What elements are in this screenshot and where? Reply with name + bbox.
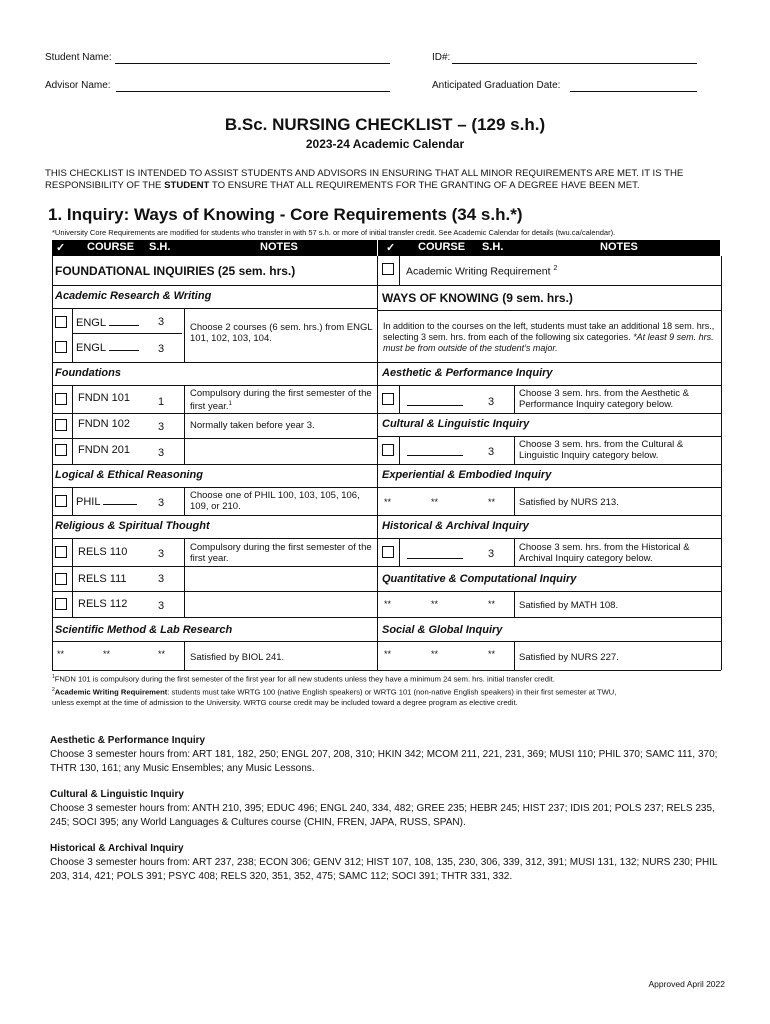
phil-note: Choose one of PHIL 100, 103, 105, 106, 109, or 210. — [190, 490, 360, 512]
course-column-header: COURSE — [87, 241, 135, 253]
category-historical — [50, 842, 730, 884]
historical-note: Choose 3 sem. hrs. from the Historical & Archival Inquiry category below. — [519, 542, 690, 564]
experiential-note: Satisfied by NURS 213. — [519, 497, 619, 508]
sci-sh-cell: ** — [158, 649, 166, 659]
section-heading: 1. Inquiry: Ways of Knowing - Core Requirements (34 s.h.*) — [48, 205, 523, 224]
cultural-note: Choose 3 sem. hrs. from the Cultural & Linguistic Inquiry category below. — [519, 439, 684, 461]
cultural-checkbox[interactable] — [382, 444, 394, 456]
fndn201-checkbox[interactable] — [55, 444, 67, 456]
graduation-date-label: Anticipated Graduation Date: — [432, 80, 561, 91]
soc-course-cell: ** — [431, 649, 439, 659]
engl-2-blank[interactable] — [109, 341, 139, 351]
aesthetic-checkbox[interactable] — [382, 393, 394, 405]
soc-sh-cell: ** — [488, 649, 496, 659]
aesthetic-course-blank[interactable] — [407, 405, 463, 406]
course-column-header-right: COURSE — [418, 241, 466, 253]
footnote-2-cont: unless exempt at the time of admission to the University. WRTG course credit may be included toward a degree program as elective credit. — [52, 698, 518, 708]
graduation-date-field[interactable] — [570, 91, 697, 92]
fndn101-note: Compulsory during the first semester of the first year.$^1$ — [190, 388, 372, 413]
advisor-name-field[interactable] — [116, 91, 390, 92]
fndn101-checkbox[interactable] — [55, 393, 67, 405]
academic-research-heading: Academic Research & Writing — [55, 290, 212, 302]
rels110-sh: 3 — [158, 548, 165, 560]
sh-column-header-right: S.H. — [482, 241, 504, 253]
engl-1-checkbox[interactable] — [55, 316, 67, 328]
intro-line-2: RESPONSIBILITY OF THE — [45, 180, 165, 191]
id-label: ID#: — [432, 52, 451, 63]
phil-blank[interactable] — [103, 495, 137, 505]
phil-checkbox[interactable] — [55, 495, 67, 507]
category-aesthetic — [50, 734, 730, 776]
cultural-course-blank[interactable] — [407, 455, 463, 456]
fndn102-note: Normally taken before year 3. — [190, 420, 315, 431]
religious-spiritual-heading: Religious & Spiritual Thought — [55, 520, 210, 532]
engl-1-blank[interactable] — [109, 316, 139, 326]
category-aesthetic-text: Choose 3 semester hours from: ART 181, 182, 250; ENGL 207, 208, 310; HKIN 342; MCOM 211, 221, 231, 369; MUSI 110; PHIL 370; SAMC 111, 370; THTR 130, 161; any Music Ensembles; any Music Lessons. — [50, 749, 718, 774]
engl-2-course: ENGL — [76, 341, 139, 354]
category-aesthetic-heading: Aesthetic & Performance Inquiry — [50, 735, 206, 746]
notes-column-header: NOTES — [260, 241, 298, 253]
sh-column-header: S.H. — [149, 241, 171, 253]
notes-column-header-right: NOTES — [600, 241, 638, 253]
intro-emphasis: STUDENT — [164, 180, 210, 191]
category-cultural — [50, 788, 730, 830]
fndn101-course: FNDN 101 — [78, 392, 130, 404]
rels112-checkbox[interactable] — [55, 598, 67, 610]
category-historical-text: Choose 3 semester hours from: ART 237, 238; ECON 306; GENV 312; HIST 107, 108, 135, 230, 306, 339, 312, 391; MUSI 131, 132; NURS 230; PHIL 203, 314, 421; POLS 391; PSYC 408; RELS 320, 351, 352, 475; SAMC 112; SOCI 391; THTR 331, 332. — [50, 857, 718, 882]
phil-sh: 3 — [158, 497, 165, 509]
exp-course-cell: ** — [431, 497, 439, 507]
fndn201-sh: 3 — [158, 447, 165, 459]
category-cultural-text: Choose 3 semester hours from: ANTH 210, 395; EDUC 496; ENGL 240, 334, 482; GREE 235; HEBR 245; HIST 237; IDIS 201; POLS 237; RELS 235, 245; SOCI 395; any World Languages & Cultures course (CHIN, FREN, JAPA, RUSS, SPAN). — [50, 803, 715, 828]
approved-date: Approved April 2022 — [648, 979, 725, 989]
check-column-header: ✓ — [56, 242, 66, 254]
historical-checkbox[interactable] — [382, 546, 394, 558]
foundational-inquiries-heading: FOUNDATIONAL INQUIRIES (25 sem. hrs.) — [55, 264, 296, 278]
qua-sh-cell: ** — [488, 599, 496, 609]
engl-2-sh: 3 — [158, 343, 165, 355]
left-table-header — [52, 240, 377, 256]
writing-requirement-label: Academic Writing Requirement $^2$ — [406, 265, 558, 278]
engl-note: Choose 2 courses (6 sem. hrs.) from ENGL 101, 102, 103, 104. — [190, 322, 373, 344]
intro-text — [45, 168, 735, 192]
engl-1-sh: 3 — [158, 316, 165, 328]
rels110-note: Compulsory during the first semester of the first year. — [190, 542, 372, 564]
rels112-sh: 3 — [158, 600, 165, 612]
footnotes — [52, 672, 732, 708]
exp-sh-cell: ** — [488, 497, 496, 507]
rels110-checkbox[interactable] — [55, 546, 67, 558]
category-historical-heading: Historical & Archival Inquiry — [50, 843, 184, 854]
rels110-course: RELS 110 — [78, 546, 128, 558]
student-name-field[interactable] — [115, 63, 390, 64]
quantitative-heading: Quantitative & Computational Inquiry — [382, 573, 577, 585]
qua-check-cell: ** — [384, 599, 392, 609]
exp-check-cell: ** — [384, 497, 392, 507]
page-title: B.Sc. NURSING CHECKLIST – (129 s.h.) — [224, 115, 546, 134]
fndn101-sh: 1 — [158, 396, 165, 408]
cultural-sh: 3 — [488, 446, 495, 458]
phil-course: PHIL — [76, 495, 137, 508]
ways-of-knowing-heading: WAYS OF KNOWING (9 sem. hrs.) — [382, 291, 573, 305]
check-column-header-right: ✓ — [386, 242, 396, 254]
student-name-label: Student Name: — [45, 52, 112, 63]
cultural-heading: Cultural & Linguistic Inquiry — [382, 418, 530, 430]
right-table-header — [378, 240, 720, 256]
rels111-sh: 3 — [158, 573, 165, 585]
rels112-course: RELS 112 — [78, 598, 128, 610]
engl-2-checkbox[interactable] — [55, 341, 67, 353]
rels111-course: RELS 111 — [78, 573, 127, 585]
fndn102-checkbox[interactable] — [55, 419, 67, 431]
aesthetic-sh: 3 — [488, 396, 495, 408]
id-field[interactable] — [452, 63, 697, 64]
sci-note: Satisfied by BIOL 241. — [190, 652, 285, 663]
rels111-checkbox[interactable] — [55, 573, 67, 585]
aesthetic-heading: Aesthetic & Performance Inquiry — [382, 367, 553, 379]
footnote-1: $^1$FNDN 101 is compulsory during the first semester of the first year for all new students unless they have a minimum 24 sem. hrs. initial transfer credit. — [52, 674, 555, 684]
section-note: *University Core Requirements are modified for students who transfer in with 57 s.h. or more of initial transfer credit. See Academic Calendar for details (twu.ca/calendar). — [52, 228, 616, 237]
category-cultural-heading: Cultural & Linguistic Inquiry — [50, 789, 184, 800]
engl-1-course: ENGL — [76, 316, 139, 329]
fndn102-course: FNDN 102 — [78, 418, 130, 430]
soc-check-cell: ** — [384, 649, 392, 659]
experiential-heading: Experiential & Embodied Inquiry — [382, 469, 552, 481]
qua-course-cell: ** — [431, 599, 439, 609]
historical-heading: Historical & Archival Inquiry — [382, 520, 529, 532]
historical-sh: 3 — [488, 548, 495, 560]
intro-line-2-end: TO ENSURE THAT ALL REQUIREMENTS FOR THE GRANTING OF A DEGREE HAVE BEEN MET. — [209, 180, 640, 191]
fndn102-sh: 3 — [158, 421, 165, 433]
social-note: Satisfied by NURS 227. — [519, 652, 619, 663]
logical-ethical-heading: Logical & Ethical Reasoning — [55, 469, 203, 481]
aesthetic-note: Choose 3 sem. hrs. from the Aesthetic & Performance Inquiry category below. — [519, 388, 690, 410]
sci-check-cell: ** — [57, 649, 65, 659]
fndn201-course: FNDN 201 — [78, 444, 130, 456]
sci-course-cell: ** — [103, 649, 111, 659]
footnote-2: $^2$Academic Writing Requirement: students must take WRTG 100 (native English speakers) or WRTG 101 (non-native English speakers) in their first semester at TWU, — [52, 686, 617, 697]
quantitative-note: Satisfied by MATH 108. — [519, 600, 619, 611]
page-subtitle: 2023-24 Academic Calendar — [305, 137, 465, 151]
foundations-heading: Foundations — [55, 367, 121, 379]
historical-course-blank[interactable] — [407, 558, 463, 559]
ways-of-knowing-note: In addition to the courses on the left, students must take an additional 18 sem. hrs., selecting 3 sem. hrs. from each of the following six categories. *At least 9 sem. hrs. must be from outside of the student’s major. — [383, 321, 715, 353]
social-global-heading: Social & Global Inquiry — [382, 624, 503, 636]
scientific-method-heading: Scientific Method & Lab Research — [55, 624, 233, 636]
advisor-name-label: Advisor Name: — [45, 80, 111, 91]
writing-requirement-checkbox[interactable] — [382, 263, 394, 275]
intro-line-1: THIS CHECKLIST IS INTENDED TO ASSIST STUDENTS AND ADVISORS IN ENSURING THAT ALL MINOR REQUIREMENTS ARE MET. IT IS THE — [45, 168, 684, 179]
